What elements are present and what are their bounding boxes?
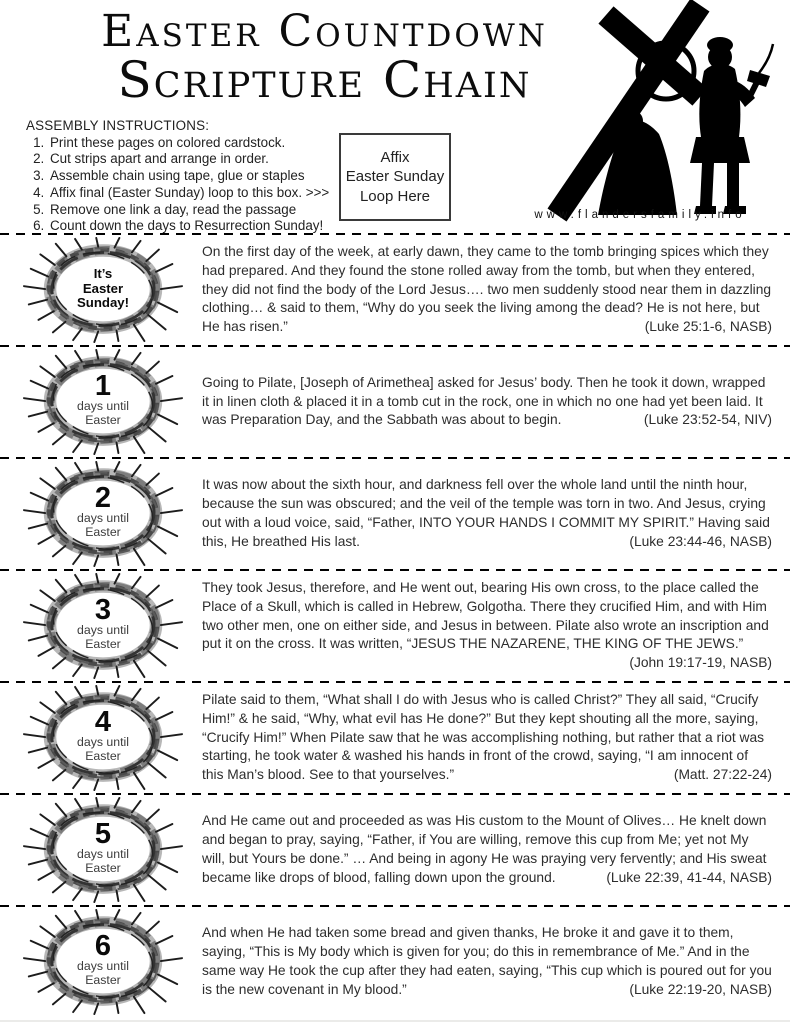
countdown-label: 1 days until Easter	[77, 370, 129, 427]
scripture-passage	[202, 924, 772, 999]
instruction-step: 2. Cut strips apart and arrange in order.	[48, 151, 342, 168]
assembly-instructions	[26, 118, 342, 235]
countdown-label: It’s Easter Sunday!	[76, 265, 130, 310]
passage-text: And He came out and proceeded as was His custom to the Mount of Olives… He knelt down and began to pray, saying, “Father, if You are willing, remove this cup from Me; yet not My will, but Yours be done.” … And being in agony He was praying very fervently; and His sweat became like drops of blood, falling down upon the ground.	[202, 813, 767, 885]
countdown-label: 3 days until Easter	[77, 594, 129, 651]
instruction-step: 4. Affix final (Easter Sunday) loop to this box. >>>	[48, 185, 342, 202]
instruction-step: 1. Print these pages on colored cardstock.	[48, 135, 342, 152]
instruction-step: 5. Remove one link a day, read the passage	[48, 202, 342, 219]
passage-text: On the first day of the week, at early dawn, they came to the tomb bringing spices which they had prepared. And they found the stone rolled away from the tomb, but when they entered, they did not find the body of the Lord Jesus…. two men suddenly stood near them in dazzling clothing… & said to them, “Why do you seek the living among the dead? He is not here, but He has risen.”	[202, 244, 772, 335]
crown-of-thorns-badge	[14, 573, 192, 679]
affix-box-line: Affix	[380, 148, 410, 166]
crown-of-thorns-badge	[14, 349, 192, 455]
instruction-step: 3. Assemble chain using tape, glue or staples	[48, 168, 342, 185]
scripture-reference: (Luke 22:39, 41-44, NASB)	[606, 869, 772, 885]
scripture-passage	[202, 812, 772, 887]
passage-text: And when He had taken some bread and given thanks, He broke it and gave it to them, saying, “This is My body which is given for you; do this in remembrance of Me.” And in the same way He took the cup after they had eaten, saying, “This cup which is poured out for you is the new covenant in My blood.”	[202, 925, 772, 997]
scripture-reference: (Matt. 27:22-24)	[673, 767, 772, 783]
soldier-figure-icon	[690, 37, 773, 214]
scripture-strip-easter-sunday	[0, 235, 790, 345]
scripture-passage	[202, 243, 772, 337]
affix-box-line: Loop Here	[359, 187, 431, 205]
scripture-passage	[202, 579, 772, 673]
scripture-reference: (Luke 25:1-6, NASB)	[644, 319, 772, 335]
scripture-strip-2-days	[0, 459, 790, 569]
instruction-step: 6. Count down the days to Resurrection Sunday!	[48, 218, 342, 235]
countdown-label: 6 days until Easter	[77, 930, 129, 987]
page-title-line1: Easter Countdown	[101, 6, 548, 57]
countdown-label: 5 days until Easter	[77, 818, 129, 875]
page-bottom-rule	[0, 1020, 790, 1022]
scripture-strip-4-days	[0, 683, 790, 793]
passage-text: Going to Pilate, [Joseph of Arimethea] asked for Jesus’ body. Then he took it down, wrapped it in linen cloth & placed it in a tomb cut in the rock, one in which no one had yet been laid. It was Preparation Day, and the Sabbath was about to begin.	[202, 374, 766, 428]
crown-of-thorns-badge	[14, 909, 192, 1015]
affix-easter-sunday-loop-box	[339, 133, 451, 221]
passage-text: They took Jesus, therefore, and He went out, bearing His own cross, to the place called the Place of a Skull, which is called in Hebrew, Golgotha. There they crucified Him, and with Him two other men, one on either side, and Jesus in between. Pilate also wrote an inscription and put it on the cross. It was written, “JESUS THE NAZARENE, THE KING OF THE JEWS.”	[202, 580, 769, 652]
page-title-line2: Scripture Chain	[117, 51, 532, 109]
crown-of-thorns-badge	[14, 461, 192, 567]
assembly-instructions-list	[26, 135, 342, 235]
scripture-passage	[202, 476, 772, 551]
crown-of-thorns-badge	[14, 797, 192, 903]
scripture-passage	[202, 691, 772, 785]
affix-box-line: Easter Sunday	[345, 168, 445, 186]
crown-of-thorns-badge	[14, 685, 192, 791]
countdown-label: 4 days until Easter	[77, 706, 129, 763]
passage-text: It was now about the sixth hour, and darkness fell over the whole land until the ninth hour, because the sun was obscured; and the veil of the temple was torn in two. And Jesus, crying out with a loud voice, said, “Father, INTO YOUR HANDS I COMMIT MY SPIRIT.” Having said this, He breathed His last.	[202, 477, 770, 549]
scripture-reference: (John 19:17-19, NASB)	[629, 655, 772, 671]
scripture-strip-6-days	[0, 907, 790, 1017]
countdown-label: 2 days until Easter	[77, 482, 129, 539]
scripture-strip-5-days	[0, 795, 790, 905]
passage-text: Pilate said to them, “What shall I do with Jesus who is called Christ?” They all said, “Crucify Him!” & he said, “Why, what evil has He done?” But they kept shouting all the more, saying, “Crucify Him!” When Pilate saw that he was accomplishing nothing, but rather that a riot was starting, he took water & washed his hands in front of the crowd, saying, “I am innocent of this Man’s blood. See to that yourselves.”	[202, 692, 765, 783]
page-header	[0, 0, 790, 233]
scripture-strip-3-days	[0, 571, 790, 681]
website-url: www.flandersfamily.info	[534, 209, 746, 221]
scripture-strip-1-day	[0, 347, 790, 457]
crown-of-thorns-badge	[14, 237, 192, 343]
scripture-reference: (Luke 23:52-54, NIV)	[643, 412, 772, 428]
jesus-carrying-cross-silhouette	[540, 0, 790, 222]
scripture-reference: (Luke 22:19-20, NASB)	[629, 981, 772, 997]
assembly-instructions-heading: ASSEMBLY INSTRUCTIONS:	[26, 118, 210, 133]
scripture-reference: (Luke 23:44-46, NASB)	[629, 533, 772, 549]
scripture-passage	[202, 374, 772, 430]
